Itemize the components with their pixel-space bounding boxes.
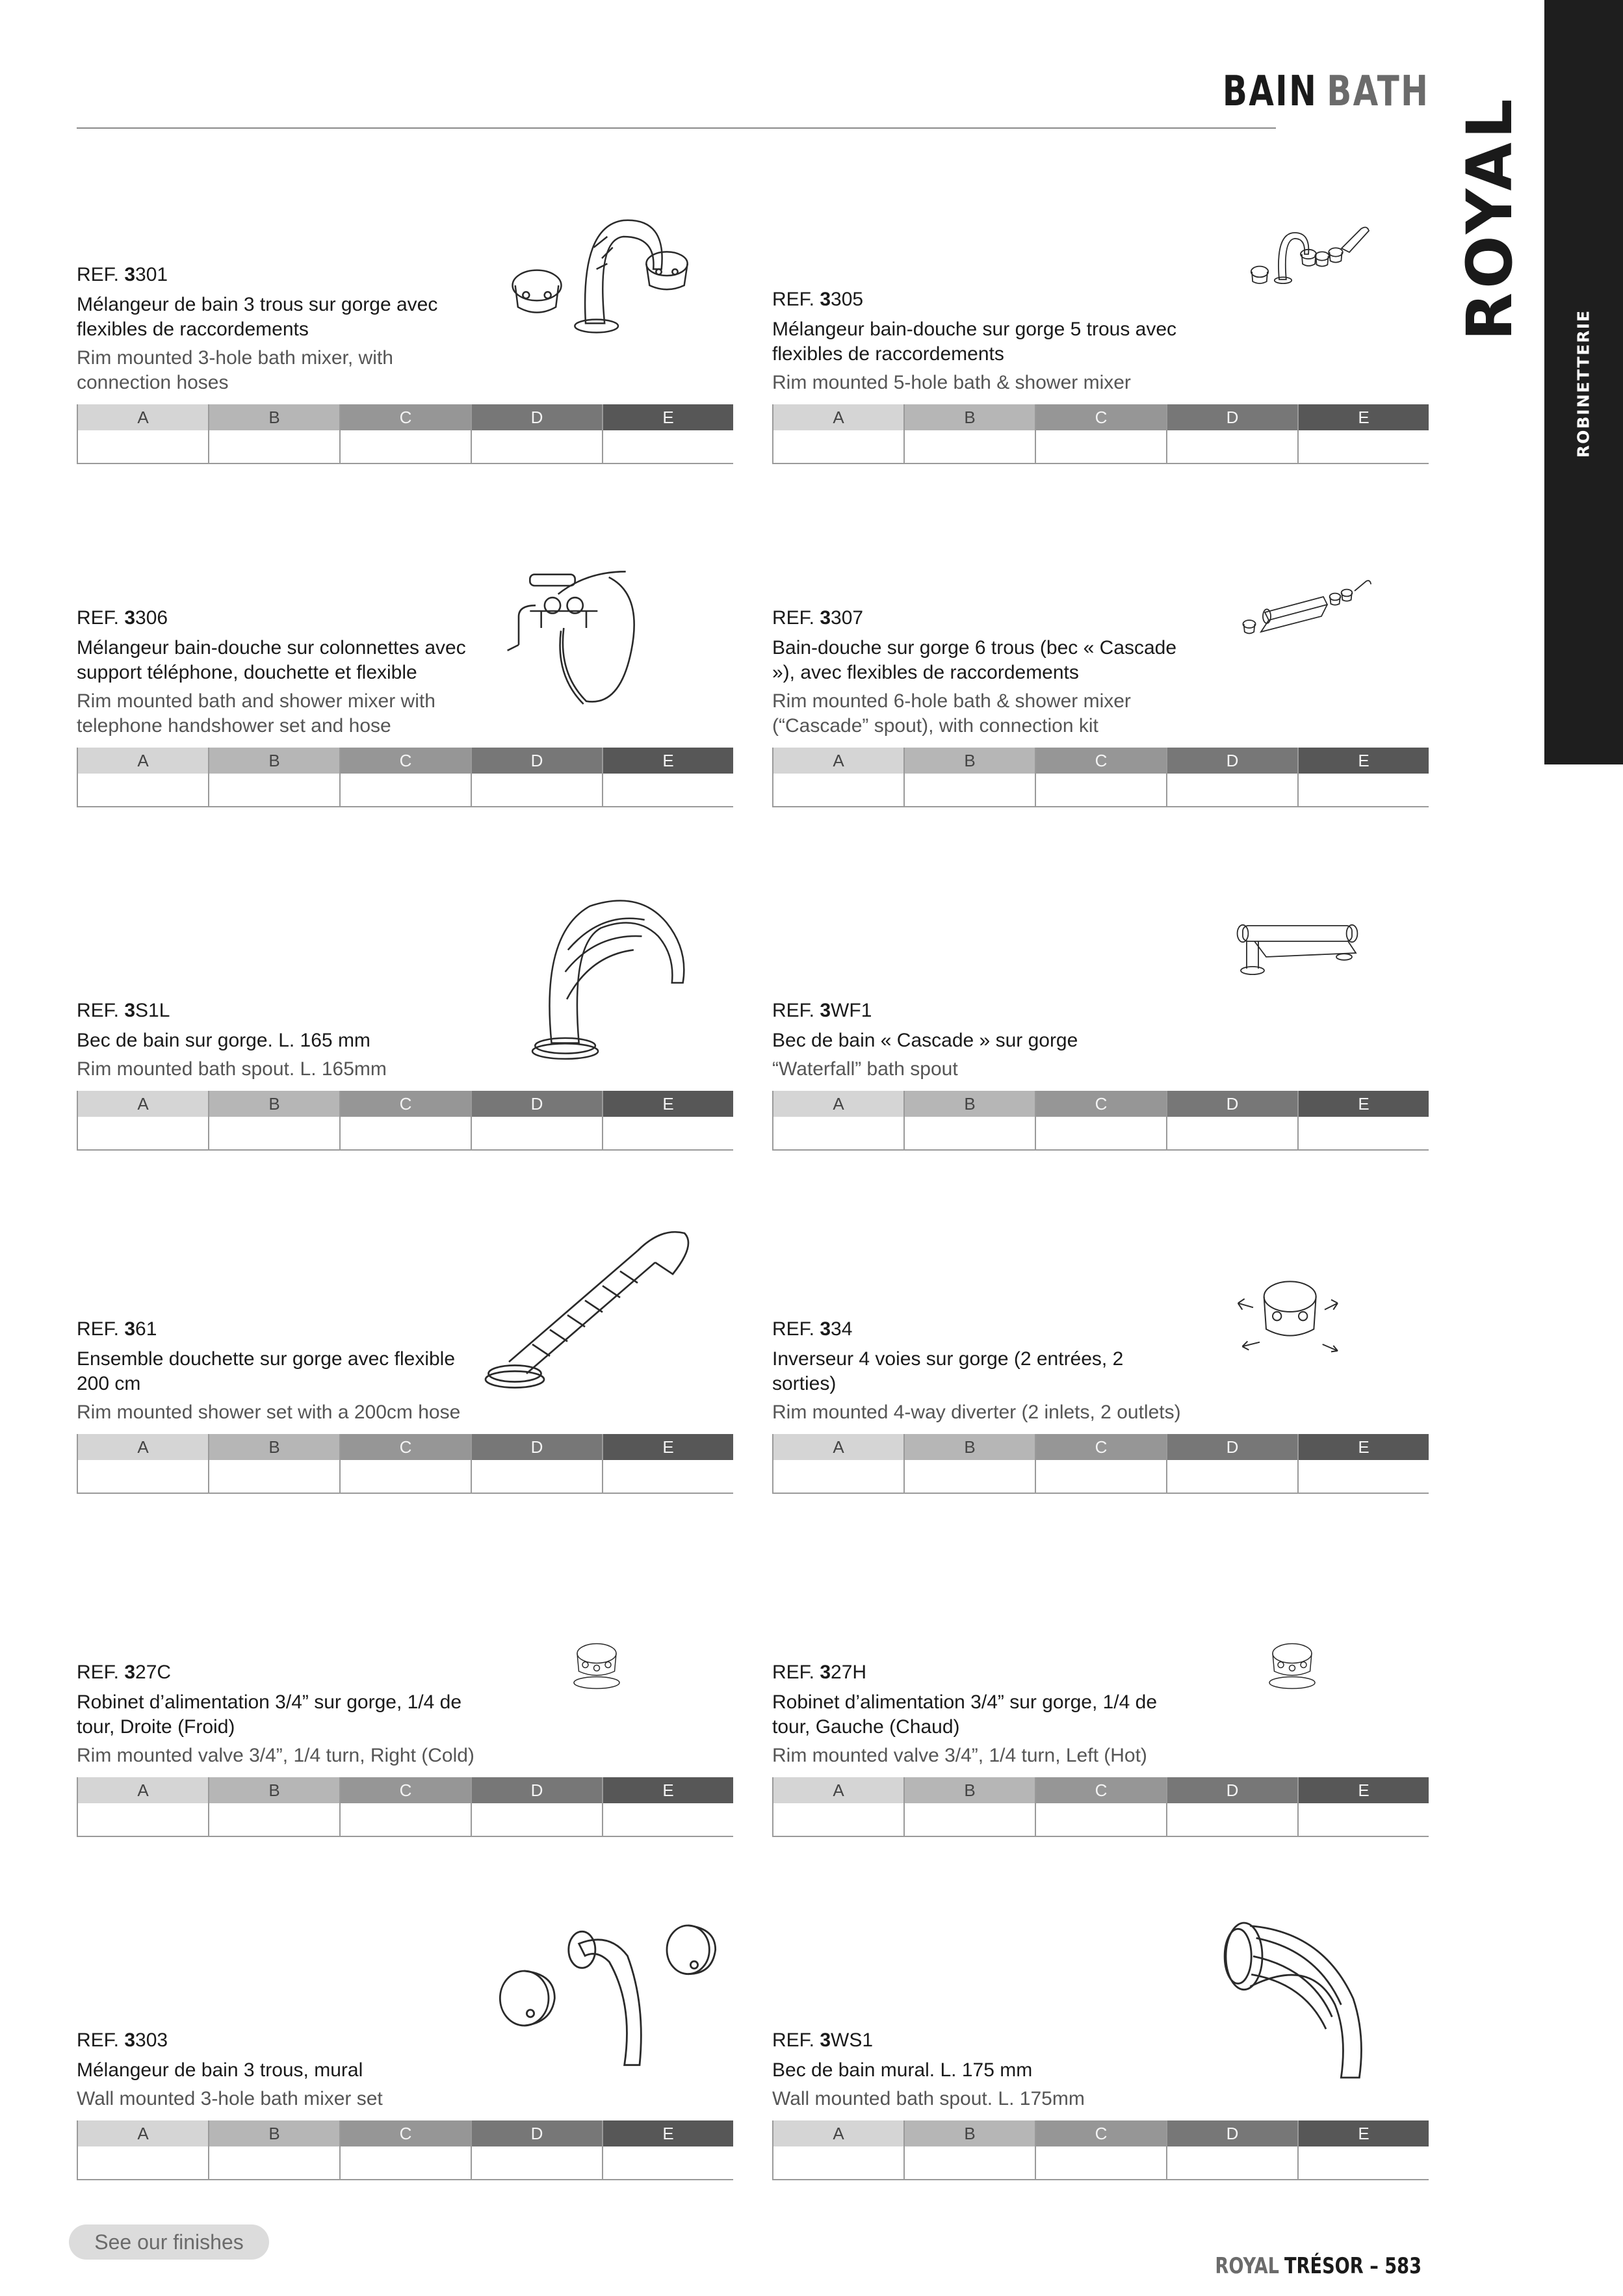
finish-value bbox=[603, 1803, 733, 1836]
finish-label: D bbox=[472, 2120, 602, 2146]
finish-column-d[interactable] bbox=[1166, 748, 1297, 807]
product-ref: REF. 3301 bbox=[77, 264, 168, 285]
finish-value bbox=[603, 2146, 733, 2179]
page-title bbox=[1223, 68, 1429, 116]
finish-value bbox=[603, 774, 733, 806]
product-description-fr: Mélangeur de bain 3 trous, mural bbox=[77, 2059, 363, 2081]
product-description-fr: Bec de bain mural. L. 175 mm bbox=[772, 2059, 1033, 2081]
telephone-shower-mixer-icon bbox=[480, 560, 727, 729]
product-ref-3301 bbox=[77, 243, 733, 464]
product-description-en: Wall mounted bath spout. L. 175mm bbox=[772, 2088, 1085, 2109]
finish-value bbox=[773, 430, 903, 463]
wall-spout-icon bbox=[1175, 1914, 1422, 2096]
product-description-en: Wall mounted 3-hole bath mixer set bbox=[77, 2088, 383, 2109]
finish-column-b[interactable] bbox=[903, 1777, 1035, 1837]
finish-value bbox=[472, 2146, 602, 2179]
product-description-fr: Mélangeur bain-douche sur colonnettes avec support téléphone, douchette et flexible bbox=[77, 637, 466, 683]
finish-label: A bbox=[773, 1091, 903, 1117]
finish-value bbox=[773, 1117, 903, 1149]
product-description-en: Rim mounted bath spout. L. 165mm bbox=[77, 1058, 387, 1080]
finish-label: E bbox=[1299, 1777, 1429, 1803]
finish-column-d[interactable] bbox=[471, 2120, 602, 2180]
finish-value bbox=[773, 1803, 903, 1836]
product-ref: REF. 327H bbox=[772, 1662, 867, 1683]
finish-value bbox=[1036, 1460, 1166, 1493]
product-description-fr: Robinet d’alimentation 3/4” sur gorge, 1/4 de tour, Gauche (Chaud) bbox=[772, 1691, 1158, 1738]
finish-value bbox=[78, 1803, 208, 1836]
product-ref-327C bbox=[77, 1616, 733, 1837]
finish-label: D bbox=[1167, 2120, 1297, 2146]
finish-column-b[interactable] bbox=[903, 748, 1035, 807]
finish-column-b[interactable] bbox=[208, 404, 339, 464]
finish-label: E bbox=[603, 748, 733, 774]
wall-mixer-icon bbox=[480, 1907, 727, 2089]
finish-column-a[interactable] bbox=[77, 404, 208, 464]
page-title-fr: BAIN bbox=[1222, 68, 1318, 116]
finish-value bbox=[78, 1117, 208, 1149]
finish-column-c[interactable] bbox=[1035, 2120, 1166, 2180]
finish-value bbox=[773, 1460, 903, 1493]
finish-label: B bbox=[209, 1777, 339, 1803]
product-description-fr: Mélangeur bain-douche sur gorge 5 trous avec flexibles de raccordements bbox=[772, 319, 1177, 365]
finish-column-b[interactable] bbox=[208, 748, 339, 807]
finish-label: A bbox=[78, 1434, 208, 1460]
finish-column-d[interactable] bbox=[1166, 1777, 1297, 1837]
bath-mixer-3-hole-icon bbox=[478, 204, 725, 367]
finish-column-d[interactable] bbox=[471, 748, 602, 807]
finish-label: A bbox=[773, 404, 903, 430]
finish-value bbox=[1036, 774, 1166, 806]
finish-table bbox=[77, 1091, 733, 1151]
product-description-en: Rim mounted 4-way diverter (2 inlets, 2 outlets) bbox=[772, 1402, 1181, 1423]
finish-column-d[interactable] bbox=[1166, 404, 1297, 464]
finish-value bbox=[78, 430, 208, 463]
finish-label: D bbox=[1167, 748, 1297, 774]
product-ref-327H bbox=[772, 1616, 1429, 1837]
product-description-fr: Robinet d’alimentation 3/4” sur gorge, 1/4 de tour, Droite (Froid) bbox=[77, 1691, 462, 1738]
finish-label: B bbox=[905, 748, 1035, 774]
finish-label: B bbox=[209, 1434, 339, 1460]
product-ref-3305 bbox=[772, 243, 1429, 464]
finish-table bbox=[772, 404, 1429, 464]
finish-value bbox=[472, 1117, 602, 1149]
handshower-icon bbox=[480, 1227, 714, 1403]
product-text bbox=[772, 606, 1188, 738]
product-text bbox=[77, 606, 493, 738]
finish-value bbox=[341, 774, 471, 806]
product-description-en: Rim mounted 6-hole bath & shower mixer (“Cascade” spout), with connection kit bbox=[772, 690, 1131, 737]
finish-column-c[interactable] bbox=[339, 1434, 471, 1494]
finish-column-a[interactable] bbox=[77, 1091, 208, 1151]
finish-value bbox=[1167, 430, 1297, 463]
finish-label: C bbox=[341, 1777, 471, 1803]
product-ref: REF. 3307 bbox=[772, 607, 864, 629]
finish-column-e[interactable] bbox=[1297, 1777, 1429, 1837]
finish-value bbox=[1036, 1803, 1166, 1836]
finish-value bbox=[603, 1460, 733, 1493]
finish-label: A bbox=[78, 1091, 208, 1117]
product-ref: REF. 3WF1 bbox=[772, 1000, 872, 1021]
finish-value bbox=[1299, 1460, 1429, 1493]
product-ref-361 bbox=[77, 1273, 733, 1494]
finish-column-b[interactable] bbox=[208, 1091, 339, 1151]
finish-value bbox=[905, 1117, 1035, 1149]
finish-table bbox=[772, 1777, 1429, 1837]
finish-label: B bbox=[209, 2120, 339, 2146]
finish-table bbox=[77, 1434, 733, 1494]
product-text bbox=[772, 2028, 1188, 2111]
finish-table bbox=[772, 2120, 1429, 2180]
finish-label: D bbox=[472, 1434, 602, 1460]
finish-column-c[interactable] bbox=[1035, 1434, 1166, 1494]
finish-label: C bbox=[1036, 1777, 1166, 1803]
footer-brand: ROYAL bbox=[1215, 2253, 1279, 2279]
finish-column-d[interactable] bbox=[1166, 1091, 1297, 1151]
product-ref: REF. 3S1L bbox=[77, 1000, 170, 1021]
finish-label: A bbox=[78, 2120, 208, 2146]
finish-label: D bbox=[472, 1777, 602, 1803]
finish-column-c[interactable] bbox=[1035, 748, 1166, 807]
finish-label: C bbox=[1036, 748, 1166, 774]
diverter-icon bbox=[1221, 1273, 1403, 1403]
finish-label: B bbox=[209, 748, 339, 774]
finish-value bbox=[1036, 2146, 1166, 2179]
finish-column-e[interactable] bbox=[1297, 1434, 1429, 1494]
finish-column-d[interactable] bbox=[1166, 1434, 1297, 1494]
finish-column-c[interactable] bbox=[339, 404, 471, 464]
finish-label: E bbox=[603, 1434, 733, 1460]
product-ref: REF. 3WS1 bbox=[772, 2029, 874, 2051]
finish-value bbox=[209, 1117, 339, 1149]
finish-value bbox=[78, 2146, 208, 2179]
finish-value bbox=[905, 430, 1035, 463]
product-description-fr: Mélangeur de bain 3 trous sur gorge avec flexibles de raccordements bbox=[77, 294, 438, 340]
footer-collection: TRÉSOR – 583 bbox=[1284, 2253, 1422, 2279]
finish-column-c[interactable] bbox=[339, 1777, 471, 1837]
finish-value bbox=[905, 1460, 1035, 1493]
product-ref-334 bbox=[772, 1273, 1429, 1494]
finish-value bbox=[905, 2146, 1035, 2179]
finish-column-b[interactable] bbox=[208, 2120, 339, 2180]
finish-value bbox=[472, 1460, 602, 1493]
finish-column-a[interactable] bbox=[772, 2120, 903, 2180]
brand-label: ROYAL bbox=[1453, 95, 1526, 341]
finish-column-e[interactable] bbox=[602, 748, 733, 807]
finish-column-e[interactable] bbox=[1297, 748, 1429, 807]
finish-label: C bbox=[1036, 404, 1166, 430]
product-ref: REF. 3305 bbox=[772, 289, 864, 310]
finish-column-b[interactable] bbox=[208, 1777, 339, 1837]
finish-label: D bbox=[1167, 1777, 1297, 1803]
finish-label: C bbox=[341, 404, 471, 430]
bath-shower-mixer-5-hole-icon bbox=[1214, 217, 1422, 334]
finish-value bbox=[1299, 1803, 1429, 1836]
finish-column-a[interactable] bbox=[772, 1091, 903, 1151]
finish-column-a[interactable] bbox=[77, 748, 208, 807]
finish-label: D bbox=[472, 748, 602, 774]
product-description-en: Rim mounted bath and shower mixer with telephone handshower set and hose bbox=[77, 690, 435, 737]
finish-label: A bbox=[78, 748, 208, 774]
product-ref-3306 bbox=[77, 586, 733, 807]
product-ref-3S1L bbox=[77, 930, 733, 1151]
finish-table bbox=[772, 1434, 1429, 1494]
finish-column-b[interactable] bbox=[208, 1434, 339, 1494]
product-ref-3WS1 bbox=[772, 1959, 1429, 2180]
product-ref-3303 bbox=[77, 1959, 733, 2180]
finish-label: B bbox=[905, 1777, 1035, 1803]
product-description-en: Rim mounted valve 3/4”, 1/4 turn, Left (Hot) bbox=[772, 1745, 1147, 1766]
finish-value bbox=[1299, 1117, 1429, 1149]
product-description-en: Rim mounted valve 3/4”, 1/4 turn, Right (Cold) bbox=[77, 1745, 474, 1766]
finish-value bbox=[472, 774, 602, 806]
finish-label: A bbox=[773, 1434, 903, 1460]
product-description-fr: Bain-douche sur gorge 6 trous (bec « Cascade »), avec flexibles de raccordements bbox=[772, 637, 1177, 683]
finish-column-e[interactable] bbox=[602, 1434, 733, 1494]
finish-value bbox=[905, 1803, 1035, 1836]
finish-column-b[interactable] bbox=[903, 1434, 1035, 1494]
finish-column-e[interactable] bbox=[1297, 404, 1429, 464]
finish-column-a[interactable] bbox=[772, 1777, 903, 1837]
finish-table bbox=[77, 1777, 733, 1837]
finish-label: A bbox=[78, 404, 208, 430]
product-description-en: Rim mounted 5-hole bath & shower mixer bbox=[772, 372, 1131, 393]
finish-value bbox=[603, 1117, 733, 1149]
product-text bbox=[772, 1660, 1188, 1768]
finish-column-c[interactable] bbox=[339, 748, 471, 807]
finish-table bbox=[77, 404, 733, 464]
finish-value bbox=[209, 1803, 339, 1836]
finish-column-a[interactable] bbox=[77, 1434, 208, 1494]
finish-label: C bbox=[1036, 2120, 1166, 2146]
finish-label: E bbox=[603, 1777, 733, 1803]
page-title-en: BATH bbox=[1327, 68, 1429, 116]
finish-column-c[interactable] bbox=[1035, 1091, 1166, 1151]
finish-column-e[interactable] bbox=[1297, 2120, 1429, 2180]
product-text bbox=[77, 263, 493, 395]
finish-column-a[interactable] bbox=[77, 2120, 208, 2180]
finish-column-e[interactable] bbox=[602, 1091, 733, 1151]
product-description-fr: Ensemble douchette sur gorge avec flexible 200 cm bbox=[77, 1348, 456, 1394]
finish-label: E bbox=[1299, 1434, 1429, 1460]
finish-value bbox=[1299, 774, 1429, 806]
finish-label: A bbox=[78, 1777, 208, 1803]
footer-page-ref bbox=[1215, 2253, 1422, 2279]
finish-value bbox=[1167, 1460, 1297, 1493]
finish-column-d[interactable] bbox=[1166, 2120, 1297, 2180]
product-ref: REF. 361 bbox=[77, 1318, 157, 1340]
product-description-fr: Inverseur 4 voies sur gorge (2 entrées, 2 sorties) bbox=[772, 1348, 1124, 1394]
valve-icon bbox=[1227, 1642, 1396, 1740]
category-label: ROBINETTERIE bbox=[1574, 309, 1593, 458]
finish-label: C bbox=[341, 1434, 471, 1460]
finish-value bbox=[773, 774, 903, 806]
finish-value bbox=[1167, 1117, 1297, 1149]
finish-label: A bbox=[773, 2120, 903, 2146]
cascade-mixer-6-hole-icon bbox=[1201, 573, 1422, 690]
product-text bbox=[77, 1317, 493, 1425]
finish-value bbox=[1167, 1803, 1297, 1836]
finish-label: B bbox=[905, 1091, 1035, 1117]
finish-label: D bbox=[472, 404, 602, 430]
finish-value bbox=[341, 1117, 471, 1149]
finish-value bbox=[209, 774, 339, 806]
finish-value bbox=[1299, 430, 1429, 463]
product-text bbox=[772, 287, 1188, 395]
product-text bbox=[77, 1660, 493, 1768]
finish-label: B bbox=[905, 1434, 1035, 1460]
finish-value bbox=[209, 2146, 339, 2179]
product-text bbox=[772, 998, 1188, 1082]
finish-label: D bbox=[1167, 1434, 1297, 1460]
finish-label: B bbox=[209, 404, 339, 430]
finish-table bbox=[77, 748, 733, 807]
finish-value bbox=[472, 1803, 602, 1836]
finish-label: C bbox=[1036, 1434, 1166, 1460]
product-ref: REF. 327C bbox=[77, 1662, 172, 1683]
finish-column-c[interactable] bbox=[339, 2120, 471, 2180]
finish-column-e[interactable] bbox=[1297, 1091, 1429, 1151]
finish-table bbox=[772, 1091, 1429, 1151]
finish-column-d[interactable] bbox=[471, 1091, 602, 1151]
finish-label: E bbox=[1299, 2120, 1429, 2146]
finish-column-d[interactable] bbox=[471, 1777, 602, 1837]
finish-label: E bbox=[1299, 1091, 1429, 1117]
finish-label: B bbox=[905, 404, 1035, 430]
finish-column-c[interactable] bbox=[339, 1091, 471, 1151]
product-text bbox=[77, 2028, 493, 2111]
product-ref: REF. 334 bbox=[772, 1318, 853, 1340]
product-ref-3WF1 bbox=[772, 930, 1429, 1151]
finish-label: E bbox=[603, 404, 733, 430]
valve-icon bbox=[532, 1642, 701, 1740]
finish-label: D bbox=[1167, 404, 1297, 430]
finish-value bbox=[341, 1803, 471, 1836]
finish-column-a[interactable] bbox=[772, 748, 903, 807]
finish-label: E bbox=[1299, 404, 1429, 430]
product-text bbox=[77, 998, 493, 1082]
finish-label: D bbox=[472, 1091, 602, 1117]
finish-label: E bbox=[603, 2120, 733, 2146]
finish-label: C bbox=[341, 1091, 471, 1117]
finish-column-b[interactable] bbox=[903, 1091, 1035, 1151]
finish-label: B bbox=[905, 2120, 1035, 2146]
bath-spout-icon bbox=[519, 878, 727, 1066]
finish-value bbox=[1167, 774, 1297, 806]
finish-label: B bbox=[209, 1091, 339, 1117]
finish-column-b[interactable] bbox=[903, 404, 1035, 464]
product-description-en: Rim mounted 3-hole bath mixer, with connection hoses bbox=[77, 347, 393, 393]
finish-label: E bbox=[1299, 748, 1429, 774]
header-rule bbox=[77, 127, 1276, 129]
see-finishes-button[interactable]: See our finishes bbox=[69, 2224, 269, 2260]
finish-value bbox=[1167, 2146, 1297, 2179]
finish-value bbox=[603, 430, 733, 463]
product-ref-3307 bbox=[772, 586, 1429, 807]
waterfall-spout-icon bbox=[1195, 910, 1416, 1027]
finish-value bbox=[341, 1460, 471, 1493]
finish-value bbox=[209, 1460, 339, 1493]
finish-column-a[interactable] bbox=[77, 1777, 208, 1837]
finish-value bbox=[341, 430, 471, 463]
product-ref: REF. 3303 bbox=[77, 2029, 168, 2051]
finish-label: C bbox=[341, 2120, 471, 2146]
finish-value bbox=[209, 430, 339, 463]
product-ref: REF. 3306 bbox=[77, 607, 168, 629]
finish-label: C bbox=[341, 748, 471, 774]
finish-column-b[interactable] bbox=[903, 2120, 1035, 2180]
finish-value bbox=[1036, 1117, 1166, 1149]
product-description-en: “Waterfall” bath spout bbox=[772, 1058, 958, 1080]
finish-value bbox=[78, 774, 208, 806]
finish-label: A bbox=[773, 1777, 903, 1803]
finish-column-e[interactable] bbox=[602, 2120, 733, 2180]
finish-label: D bbox=[1167, 1091, 1297, 1117]
finish-column-a[interactable] bbox=[772, 1434, 903, 1494]
finish-column-a[interactable] bbox=[772, 404, 903, 464]
finish-value bbox=[905, 774, 1035, 806]
finish-value bbox=[472, 430, 602, 463]
finish-value bbox=[1036, 430, 1166, 463]
finish-column-e[interactable] bbox=[602, 1777, 733, 1837]
finish-table bbox=[77, 2120, 733, 2180]
finish-column-d[interactable] bbox=[471, 404, 602, 464]
product-description-fr: Bec de bain sur gorge. L. 165 mm bbox=[77, 1030, 370, 1051]
finish-table bbox=[772, 748, 1429, 807]
finish-column-e[interactable] bbox=[602, 404, 733, 464]
product-description-fr: Bec de bain « Cascade » sur gorge bbox=[772, 1030, 1078, 1051]
finish-value bbox=[341, 2146, 471, 2179]
product-text bbox=[772, 1317, 1188, 1425]
finish-label: A bbox=[773, 748, 903, 774]
finish-label: C bbox=[1036, 1091, 1166, 1117]
product-description-en: Rim mounted shower set with a 200cm hose bbox=[77, 1402, 461, 1423]
finish-column-c[interactable] bbox=[1035, 404, 1166, 464]
finish-value bbox=[78, 1460, 208, 1493]
finish-label: E bbox=[603, 1091, 733, 1117]
finish-column-d[interactable] bbox=[471, 1434, 602, 1494]
finish-column-c[interactable] bbox=[1035, 1777, 1166, 1837]
finish-value bbox=[773, 2146, 903, 2179]
finish-value bbox=[1299, 2146, 1429, 2179]
